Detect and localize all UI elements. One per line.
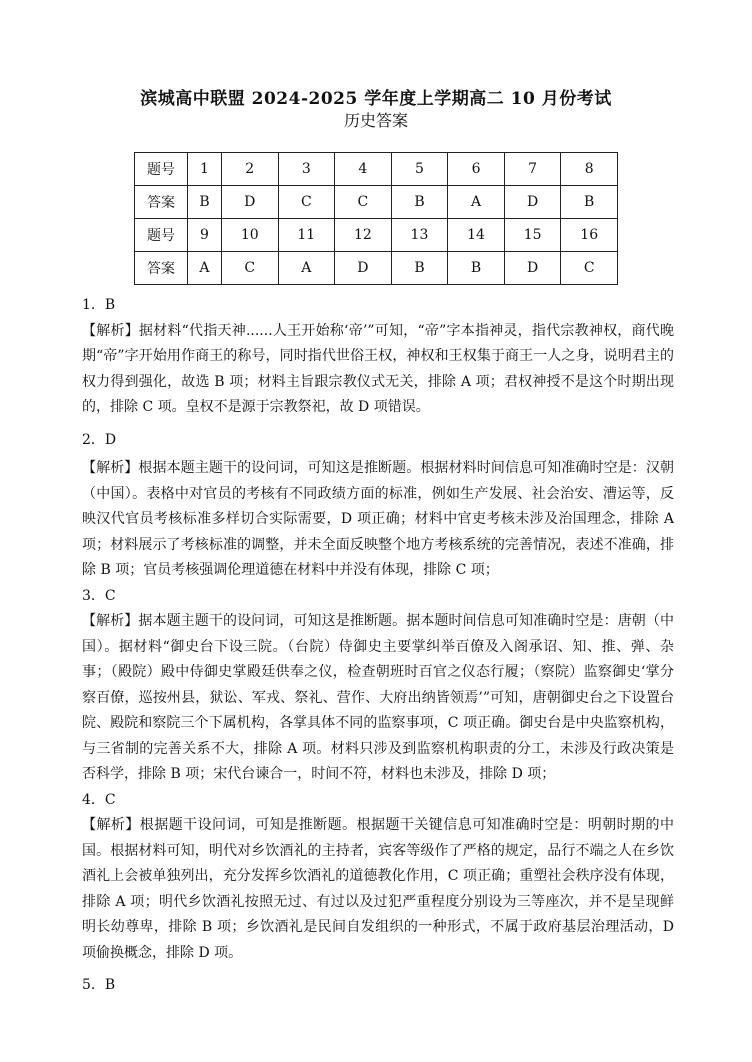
table-row [135,186,618,219]
table-cell: 7 [504,153,561,186]
table-cell: 3 [278,153,335,186]
table-cell: C [221,252,278,285]
table-row [135,153,618,186]
table-cell: A [448,186,505,219]
table-cell: B [391,186,448,219]
question-analysis: 【解析】根据本题主题干的设问词，可知这是推断题。根据材料时间信息可知准确时空是：汉朝（中国）。表格中对官员的考核有不同政绩方面的标准，例如生产发展、社会治安、漕运等，反映汉代官员考核标准多样切合实际需要，D 项正确；材料中官吏考核未涉及治国理念，排除 A 项；材料展示了考核标准的调整，并未全面反映整个地方考核系统的完善情况，表述不准确，排除 B 项；官员考核强调伦理道德在材料中并没有体现，排除 C 项； [82,460,674,578]
question-analysis: 【解析】据材料“代指天神......人王开始称‘帝’”可知，“帝”字本指神灵，指代宗教神权，商代晚期“帝”字开始用作商王的称号，同时指代世俗王权，神权和王权集于商王一人之身，说明君主的权力得到强化，故选 B 项；材料主旨跟宗教仪式无关，排除 A 项；君权神授不是这个时期出现的，排除 C 项。皇权不是源于宗教祭祀，故 D 项错误。 [82,322,674,415]
page-title: 滨城高中联盟 2024-2025 学年度上学期高二 10 月份考试 [140,89,612,109]
table-cell: B [561,186,618,219]
table-cell: 9 [188,219,222,252]
table-cell: B [448,252,505,285]
table-cell: 4 [335,153,392,186]
page-subtitle: 历史答案 [343,111,408,130]
table-cell: B [391,252,448,285]
table-row-header: 题号 [135,153,188,186]
answer-table [134,152,618,285]
table-row-header: 答案 [135,252,188,285]
table-cell: D [504,252,561,285]
table-cell: 14 [448,219,505,252]
table-cell: C [561,252,618,285]
table-cell: 5 [391,153,448,186]
question-analysis: 【解析】根据题干设问词，可知是推断题。根据题干关键信息可知准确时空是：明朝时期的中国。根据材料可知，明代对乡饮酒礼的主持者，宾客等级作了严格的规定，品行不端之人在乡饮酒礼上会被单独列出，充分发挥乡饮酒礼的道德教化作用，C 项正确；重塑社会秩序没有体现，排除 A 项；明代乡饮酒礼按照无过、有过以及过犯严重程度分别设为三等座次，并不是呈现鲜明长幼尊卑，排除 B 项；乡饮酒礼是民间自发组织的一种形式，不属于政府基层治理活动，D 项偷换概念，排除 D 项。 [82,817,674,961]
table-cell: 13 [391,219,448,252]
table-cell: A [188,252,222,285]
table-row-header: 题号 [135,219,188,252]
table-row-header: 答案 [135,186,188,219]
table-cell: 2 [221,153,278,186]
table-cell: 8 [561,153,618,186]
table-cell: B [188,186,222,219]
question-analysis: 【解析】据本题主题干的设问词，可知这是推断题。据本题时间信息可知准确时空是：唐朝（中国）。据材料“御史台下设三院。（台院）侍御史主要掌纠举百僚及入阁承诏、知、推、弹、杂事；（殿院）殿中侍御史掌殿廷供奉之仪，检查朝班时百官之仪态行履；（察院）监察御史‘掌分察百僚，巡按州县，狱讼、军戎、祭礼、营作、大府出纳皆领焉’”可知，唐朝御史台之下设置台院、殿院和察院三个下属机构，各掌具体不同的监察事项，C 项正确。御史台是中央监察机构，与三省制的完善关系不大，排除 A 项。材料只涉及到监察机构职责的分工，未涉及行政决策是否科学，排除 B 项；宋代台谏合一，时间不符，材料也未涉及，排除 D 项； [82,613,674,782]
question-number: 2．D [82,431,117,448]
table-cell: 6 [448,153,505,186]
table-row [135,252,618,285]
table-cell: C [335,186,392,219]
table-cell: 12 [335,219,392,252]
question-number: 4．C [82,791,116,808]
table-cell: D [335,252,392,285]
table-cell: 10 [221,219,278,252]
table-cell: C [278,186,335,219]
question-number: 1．B [82,297,116,313]
question-number: 3．C [82,587,116,604]
table-cell: D [504,186,561,219]
analysis-body [82,293,674,1002]
table-cell: A [278,252,335,285]
table-cell: D [221,186,278,219]
table-cell: 1 [188,153,222,186]
table-cell: 11 [278,219,335,252]
table-cell: 16 [561,219,618,252]
table-row [135,219,618,252]
question-number: 5．B [82,977,116,993]
table-cell: 15 [504,219,561,252]
